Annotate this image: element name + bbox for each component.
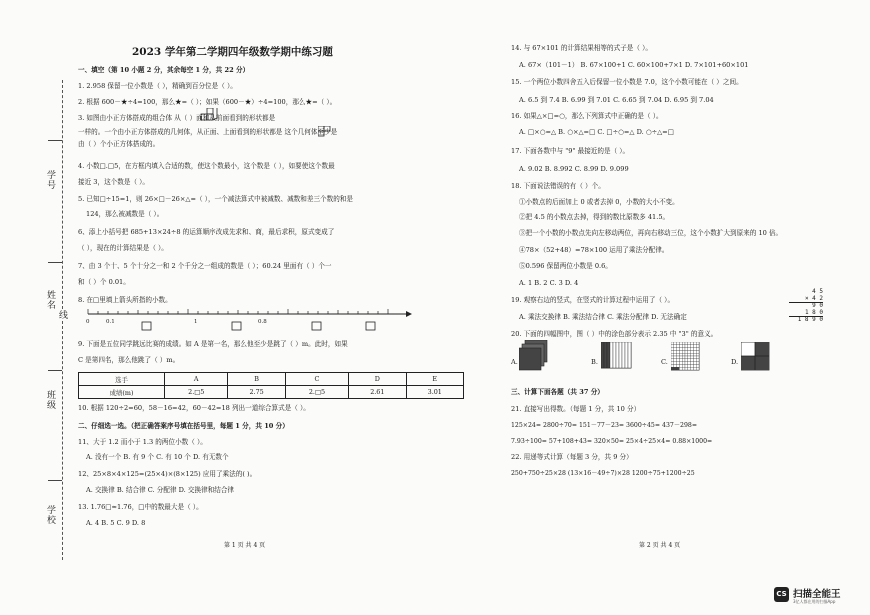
grid-cell	[671, 362, 674, 365]
table-cell: 2.75	[228, 386, 285, 399]
calc-row: 9 0	[812, 302, 823, 309]
grid-cell	[688, 353, 691, 356]
grid-cell	[688, 359, 691, 362]
question-9-line-2: C 是第四名，那么他跳了（ ）m。	[78, 356, 180, 364]
question-18-statement-3: ③把一个小数的小数点先向左移动两位，再向右移动三位，这个小数扩大到原来的 10 倍。	[519, 229, 783, 237]
grid-cell	[679, 348, 682, 351]
cube-stack-figure	[200, 108, 220, 124]
grid-cell	[671, 364, 674, 367]
grid-cell	[685, 350, 688, 353]
strip-cell	[601, 342, 604, 368]
question-13: 13. 1.76□≈1.76，□中的数最大是（ ）。	[78, 503, 203, 511]
grid-cell	[679, 356, 682, 359]
table-row	[79, 386, 464, 399]
calc-row: 1 8 0	[789, 310, 823, 318]
binding-label-school: 学校	[45, 505, 55, 525]
question-18-options: A. 1 B. 2 C. 3 D. 4	[519, 279, 579, 287]
question-7-line-2: 和（ ）个 0.01。	[78, 278, 130, 286]
grid-cell	[685, 353, 688, 356]
grid-cell	[696, 348, 699, 351]
question-11-options: A. 没有一个 B. 有 9 个 C. 有 10 个 D. 有无数个	[86, 453, 229, 461]
question-6-line-2: （ ），现在的计算结果是（ ）。	[78, 244, 168, 252]
grid-cell	[679, 367, 682, 370]
grid-cell	[674, 345, 677, 348]
grid-cell	[696, 342, 699, 345]
answer-box[interactable]	[312, 322, 321, 330]
grid-cell	[671, 350, 674, 353]
figure-label-a: A.	[511, 358, 518, 366]
ruler-label: 0.8	[258, 319, 267, 325]
question-14: 14. 与 67×101 的计算结果相等的式子是（ ）。	[511, 44, 652, 52]
grid-cell	[674, 342, 677, 345]
scanner-brand-name: 扫描全能王	[793, 589, 841, 600]
table-cell: 2.□5	[285, 386, 348, 399]
answer-box[interactable]	[232, 322, 241, 330]
grid-cell	[679, 362, 682, 365]
question-17-options: A. 9.02 B. 8.992 C. 8.99 D. 9.099	[519, 165, 629, 173]
strip-cell	[616, 342, 619, 368]
grid-cell	[682, 348, 685, 351]
scanner-tagline: 3亿人都在用的扫描App	[793, 599, 836, 604]
grid-cell	[674, 364, 677, 367]
grid-cell	[696, 356, 699, 359]
grid-cell	[677, 359, 680, 362]
question-6: 6、添上小括号把 685+13×24÷8 的运算顺序改成先求和、商，最后求积，原式变成了	[78, 228, 335, 236]
grid-cell	[685, 367, 688, 370]
grid-cell	[688, 348, 691, 351]
question-19: 19. 观察右边的竖式，在竖式的计算过程中运用了（ ）。	[511, 296, 675, 304]
ruler-label: 0.1	[106, 319, 115, 325]
grid-cell	[688, 367, 691, 370]
grid-cell	[671, 348, 674, 351]
question-22-expressions: 250+750÷25×28 (13×16－49÷7)×28 1200÷75+1200÷25	[511, 470, 695, 477]
grid-cell	[685, 356, 688, 359]
question-18-statement-5: ⑤0.596 保留两位小数是 0.6。	[519, 262, 612, 270]
question-22: 22. 用递等式计算（每题 3 分，共 9 分）	[511, 453, 633, 461]
table-header-cell: D	[349, 373, 406, 386]
table-header-cell: E	[406, 373, 463, 386]
grid-cell	[677, 356, 680, 359]
grid-cell	[688, 364, 691, 367]
grid-cell	[685, 359, 688, 362]
grid-cell	[674, 367, 677, 370]
question-10: 10. 根据 120÷2=60，58－16=42，60－42=18 列出一道综合算式是（ ）。	[78, 404, 310, 412]
section-3-heading: 三、计算下面各题（共 37 分）	[511, 388, 604, 396]
grid-cell	[677, 342, 680, 345]
grid-cell	[693, 353, 696, 356]
question-18-statement-4: ④78×（52+48）=78×100 运用了乘法分配律。	[519, 246, 669, 254]
grid-cell	[693, 348, 696, 351]
grid-cell	[691, 353, 694, 356]
grid-cell	[685, 342, 688, 345]
grid-cell	[674, 353, 677, 356]
grid-cell	[688, 362, 691, 365]
grid-cell	[677, 367, 680, 370]
grid-cell	[671, 342, 674, 345]
question-3-line-3: 由（ ）个小正方体搭成的。	[78, 140, 160, 148]
question-12-options: A. 交换律 B. 结合律 C. 分配律 D. 交换律和结合律	[86, 486, 235, 494]
grid-cell	[696, 364, 699, 367]
grid-cell	[682, 342, 685, 345]
question-14-options: A. 67×（101－1） B. 67×100+1 C. 60×100+7×1 D. 7×101+60×101	[519, 61, 749, 69]
strip-cell	[625, 342, 628, 368]
page-footer: 第 2 页 共 4 页	[639, 542, 681, 549]
binding-label-name: 姓名	[45, 290, 55, 310]
view-shape-figure	[318, 126, 332, 138]
figure-a-stacked-squares	[519, 340, 549, 374]
grid-cell	[674, 350, 677, 353]
grid-cell	[688, 345, 691, 348]
grid-cell	[682, 367, 685, 370]
binding-blank	[48, 262, 62, 263]
figure-d-quarter-square	[741, 342, 773, 372]
question-1: 1. 2.958 保留一位小数是（ ），精确到百分位是（ ）。	[78, 82, 237, 90]
grid-cell	[691, 342, 694, 345]
section-1-heading: 一、填空（第 10 小题 2 分，其余每空 1 分，共 22 分）	[78, 66, 250, 74]
grid-cell	[696, 353, 699, 356]
grid-cell	[674, 359, 677, 362]
grid-cell	[693, 356, 696, 359]
binding-blank	[48, 370, 62, 371]
grid-cell	[677, 348, 680, 351]
grid-cell	[693, 350, 696, 353]
question-18-statement-2: ②把 4.5 的小数点去掉，得到的数比原数多 41.5。	[519, 213, 670, 221]
figure-label-c: C.	[661, 358, 668, 366]
score-table	[78, 372, 464, 399]
strip-cell	[619, 342, 622, 368]
strip-cell	[610, 342, 613, 368]
binding-dashed-line	[62, 80, 63, 560]
table-header-cell: A	[165, 373, 228, 386]
binding-blank	[48, 480, 62, 481]
question-2: 2. 根据 600－★÷4=100，那么★=（ ）；如果（600－★）÷4=100，那么★=（ ）。	[78, 98, 337, 106]
grid-cell	[674, 362, 677, 365]
grid-cell	[691, 359, 694, 362]
grid-cell	[693, 364, 696, 367]
figure-label-d: D.	[731, 358, 739, 366]
grid-cell	[671, 359, 674, 362]
grid-cell	[688, 350, 691, 353]
grid-cell	[688, 342, 691, 345]
grid-cell	[691, 364, 694, 367]
grid-cell	[693, 359, 696, 362]
question-9: 9. 下面是五位同学跳远比赛的成绩。如 A 是第一名，那么他至少是跳了（ ）m。此时，如果	[78, 340, 348, 348]
table-header-cell: 选手	[79, 373, 165, 386]
grid-cell	[693, 367, 696, 370]
scanner-watermark	[774, 585, 858, 607]
question-17: 17. 下面各数中与 "9" 最接近的是（ ）。	[511, 147, 630, 155]
grid-cell	[685, 364, 688, 367]
grid-cell	[679, 342, 682, 345]
binding-label-class: 班级	[45, 390, 55, 410]
figure-b-tenths-strips	[601, 342, 635, 372]
question-21: 21. 直接写出得数。（每题 1 分，共 10 分）	[511, 405, 641, 413]
table-cell: 3.01	[406, 386, 463, 399]
grid-cell	[677, 362, 680, 365]
table-header-cell: B	[228, 373, 285, 386]
question-16-options: A. □×○=△ B. ○×△=□ C. □÷○=△ D. ○÷△=□	[519, 128, 674, 136]
table-cell: 2.□5	[165, 386, 228, 399]
question-5-line-2: 124，那么被减数是（ ）。	[86, 210, 164, 218]
binding-label-student-id: 学号	[45, 170, 55, 190]
grid-cell	[677, 350, 680, 353]
grid-cell	[696, 345, 699, 348]
strip-cell	[604, 342, 607, 368]
figure-c-hundredths-grid	[671, 342, 703, 372]
calc-row: × 4 2	[789, 296, 823, 304]
grid-cell	[691, 348, 694, 351]
grid-cell	[696, 362, 699, 365]
question-4-line-2: 接近 3，这个数是（ ）。	[78, 178, 150, 186]
question-15: 15. 一个两位小数四舍五入后保留一位小数是 7.0，这个小数可能在（ ）之间。	[511, 78, 743, 86]
calc-row: 1 8 9 0	[797, 316, 823, 323]
section-2-heading: 二、仔细选一选。（把正确答案序号填在括号里，每题 1 分，共 10 分）	[78, 422, 289, 430]
grid-cell	[691, 350, 694, 353]
question-5: 5. 已知□÷15=1，则 26×□－26×△=（ ），一个减法算式中被减数、减数和差三个数的和是	[78, 195, 354, 203]
question-4: 4. 小数□.□5，在方框内填入合适的数，使这个数最小，这个数是（ ），如要使这个数最	[78, 162, 335, 170]
grid-cell	[677, 364, 680, 367]
number-line	[86, 306, 416, 336]
grid-cell	[682, 364, 685, 367]
seal-line-text: 线	[57, 310, 67, 320]
strip-cell	[607, 342, 610, 368]
question-21-row-1: 125×24= 2800÷70= 151－77－23= 3600÷45= 437－298=	[511, 422, 698, 429]
ruler-label: 1	[194, 319, 198, 325]
question-18-statement-1: ①小数点的后面加上 0 或者去掉 0，小数的大小不变。	[519, 198, 679, 206]
question-13-options: A. 4 B. 5 C. 9 D. 8	[86, 519, 146, 527]
page-footer: 第 1 页 共 4 页	[224, 542, 266, 549]
question-11: 11、大于 1.2 而小于 1.3 的两位小数（ ）。	[78, 438, 207, 446]
vertical-multiplication	[789, 289, 823, 324]
grid-cell	[693, 342, 696, 345]
grid-cell	[671, 345, 674, 348]
question-20: 20. 下面的四幅图中，图（ ）中的涂色部分表示 2.35 中 "3" 的意义。	[511, 330, 718, 338]
grid-cell	[671, 356, 674, 359]
question-15-options: A. 6.5 到 7.4 B. 6.99 到 7.01 C. 6.65 到 7.04 D. 6.95 到 7.04	[519, 96, 714, 104]
page-1	[72, 0, 472, 615]
page-2	[505, 0, 835, 615]
question-3-line-2: 一样的。一个由小正方体搭成的几何体，从正面、上面看到的形状都是 这个几何体至少是	[78, 128, 338, 136]
answer-box[interactable]	[142, 322, 151, 330]
grid-cell	[696, 350, 699, 353]
grid-cell	[682, 345, 685, 348]
scanner-logo-icon: CS	[774, 587, 789, 602]
calc-row: 4 5	[812, 288, 823, 295]
grid-cell	[696, 359, 699, 362]
grid-cell	[674, 348, 677, 351]
grid-cell	[674, 356, 677, 359]
grid-cell	[677, 345, 680, 348]
question-7: 7、由 3 个十、5 个十分之一和 2 个千分之一组成的数是（ ）；60.24 里面有（ ）个一	[78, 262, 332, 270]
strip-cell	[628, 342, 631, 368]
question-19-options: A. 乘法交换律 B. 乘法结合律 C. 乘法分配律 D. 无法确定	[519, 313, 687, 321]
document-title: 2023 学年第二学期四年级数学期中练习题	[132, 46, 333, 58]
answer-box[interactable]	[366, 322, 375, 330]
strip-cell	[613, 342, 616, 368]
question-21-row-2: 7.93÷100= 57+108+43= 320×50= 25×4÷25×4= 0.88×1000=	[511, 438, 713, 445]
binding-blank	[48, 140, 62, 141]
grid-cell	[671, 353, 674, 356]
figure-label-b: B.	[591, 358, 598, 366]
grid-cell	[679, 350, 682, 353]
grid-cell	[679, 353, 682, 356]
grid-cell	[696, 367, 699, 370]
question-8: 8. 在□里填上箭头所指的小数。	[78, 296, 172, 304]
grid-cell	[691, 367, 694, 370]
table-cell: 2.61	[349, 386, 406, 399]
grid-cell	[685, 345, 688, 348]
table-header-cell: C	[285, 373, 348, 386]
strip-cell	[622, 342, 625, 368]
grid-cell	[693, 362, 696, 365]
grid-cell	[688, 356, 691, 359]
grid-cell	[691, 345, 694, 348]
table-row	[79, 373, 464, 386]
grid-cell	[685, 348, 688, 351]
question-16: 16. 如果△×□=○，那么下列算式中正确的是（ ）。	[511, 112, 663, 120]
grid-cell	[682, 362, 685, 365]
grid-cell	[691, 356, 694, 359]
grid-cell	[679, 345, 682, 348]
table-cell: 成绩(m)	[79, 386, 165, 399]
ruler-label: 0	[86, 319, 90, 325]
question-12: 12、25×8×4×125=(25×4)×(8×125) 应用了乘法的( )。	[78, 470, 257, 478]
grid-cell	[682, 353, 685, 356]
grid-cell	[671, 367, 674, 370]
grid-cell	[677, 353, 680, 356]
grid-cell	[691, 362, 694, 365]
grid-cell	[682, 359, 685, 362]
grid-cell	[693, 345, 696, 348]
grid-cell	[685, 362, 688, 365]
grid-cell	[682, 356, 685, 359]
grid-cell	[679, 364, 682, 367]
question-18: 18. 下面说法错误的有（ ）个。	[511, 182, 605, 190]
binding-margin	[0, 0, 72, 615]
question-3: 3. 如图由小正方体搭成的组合体 从（ ）面和从前面看到的形状都是	[78, 114, 276, 122]
grid-cell	[682, 350, 685, 353]
grid-cell	[679, 359, 682, 362]
